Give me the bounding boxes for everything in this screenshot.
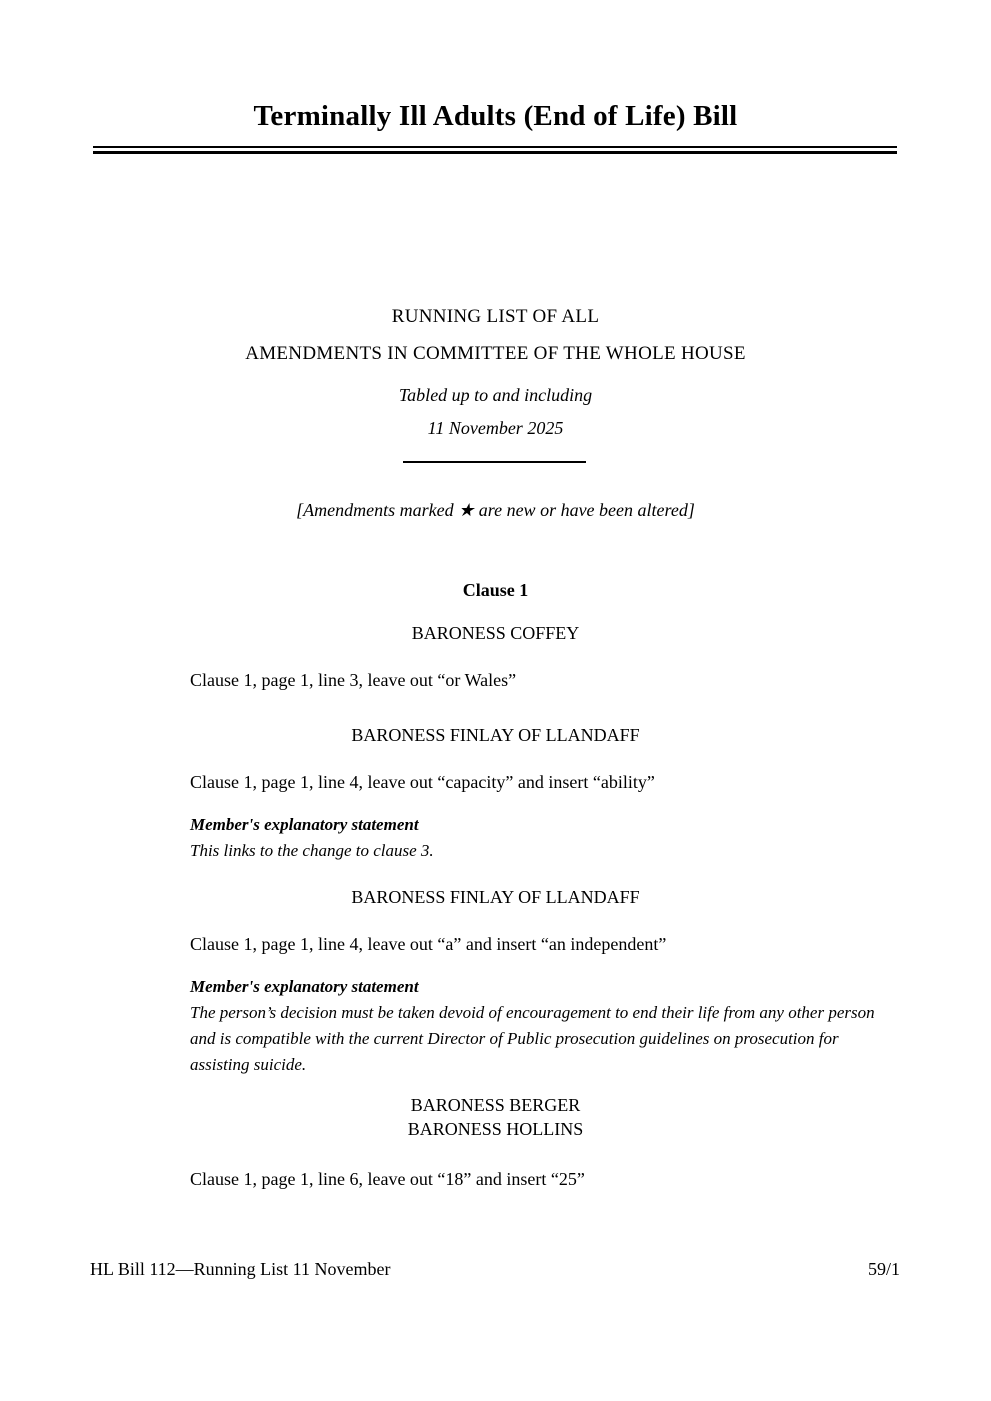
bill-title: Terminally Ill Adults (End of Life) Bill: [253, 100, 738, 132]
section-divider-rule: [403, 461, 586, 463]
amendment-2-explanatory-text: This links to the change to clause 3.: [190, 841, 434, 860]
committee-heading: AMENDMENTS IN COMMITTEE OF THE WHOLE HOUSE: [245, 343, 746, 364]
amendment-2-explanatory-label: Member's explanatory statement: [190, 815, 419, 834]
amendment-4-sponsor-1: BARONESS BERGER: [410, 1095, 581, 1115]
amendment-3-explanatory-label: Member's explanatory statement: [190, 977, 419, 996]
amendment-4-sponsor-2: BARONESS HOLLINS: [407, 1119, 584, 1139]
amendment-3-explanatory-text: The person’s decision must be taken devoid of encouragement to end their life from any other person and is compatible with the current Director of Public prosecution guidelines on prosecution for assisting suicide.: [190, 1003, 875, 1074]
amendment-3-text: Clause 1, page 1, line 4, leave out “a” and insert “an independent”: [190, 934, 667, 954]
amendment-3-sponsor: BARONESS FINLAY OF LLANDAFF: [351, 887, 640, 907]
footer-page-number: 59/1: [867, 1259, 900, 1279]
amendment-4-text: Clause 1, page 1, line 6, leave out “18” and insert “25”: [190, 1169, 585, 1189]
amendment-2-text: Clause 1, page 1, line 4, leave out “capacity” and insert “ability”: [190, 772, 655, 792]
amendment-1-text: Clause 1, page 1, line 3, leave out “or Wales”: [190, 670, 517, 690]
tabled-up-to-line: Tabled up to and including: [398, 385, 593, 405]
clause-1-heading: Clause 1: [462, 580, 529, 600]
amendment-1-sponsor: BARONESS COFFEY: [411, 623, 580, 643]
amendment-marker-note: [Amendments marked ★ are new or have been altered]: [296, 500, 695, 520]
footer-bill-reference: HL Bill 112—Running List 11 November: [90, 1259, 391, 1279]
running-list-heading: RUNNING LIST OF ALL: [391, 306, 600, 327]
tabled-date-line: 11 November 2025: [427, 418, 564, 438]
amendment-2-sponsor: BARONESS FINLAY OF LLANDAFF: [351, 725, 640, 745]
title-double-rule: [93, 146, 897, 154]
